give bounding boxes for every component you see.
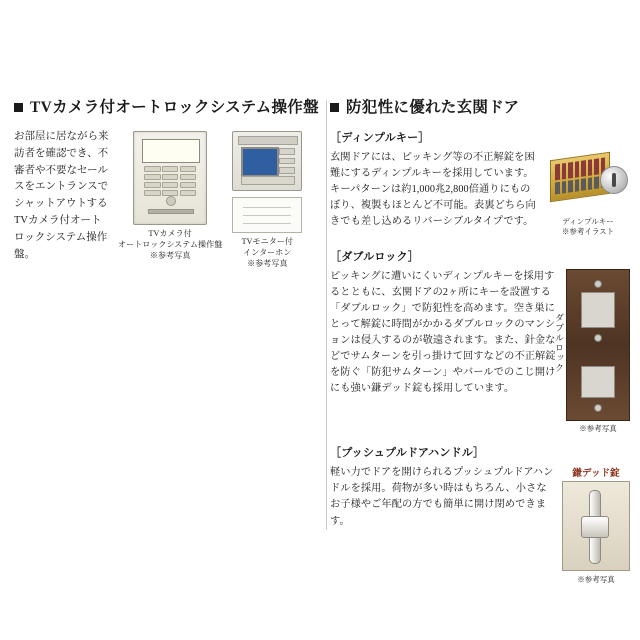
keyhole-icon [600,166,628,194]
panel-keypad [144,166,196,196]
dimple-key-flow [330,150,630,237]
block-title-double-lock: ［ダブルロック］ [330,250,419,263]
intercom-secondary-illustration [232,197,302,233]
dimple-key-illustration [546,150,630,214]
caption-note: ※参考写真 [247,258,288,268]
door-screw-middle [594,334,602,342]
push-pull-art [562,465,630,585]
block-title-push-pull-handle: ［プッシュプルドアハンドル］ [330,447,485,460]
door-illustration [566,269,630,421]
square-bullet-icon [330,103,339,112]
dimple-key-art [546,150,630,237]
panel-screen [142,139,200,163]
intercom-lower-panel [241,176,295,185]
auto-lock-panel-illustration [133,131,207,225]
panel-card-slot [148,209,194,214]
figure-tv-monitor-intercom [232,131,302,269]
block-double-lock [330,248,630,434]
left-paragraph: お部屋に居ながら来訪者を確認でき、不審者や不要なセールスをエントランスでシャットアウトするTVカメラ付オートロックシステム操作盤。 [14,131,109,260]
caption-note: ※参考写真 [149,250,191,260]
right-section-heading [330,95,630,117]
door-lock-plate-lower [581,366,615,398]
caption-main: TVモニター付 [241,237,294,246]
right-heading-text: 防犯性に優れた玄関ドア [346,99,520,116]
intercom-buttons [279,148,295,174]
art-caption-note: ※参考イラスト [561,226,615,236]
intercom-top-bar [238,136,298,145]
push-pull-flow [330,465,630,585]
right-column [318,95,640,585]
tv-monitor-intercom-illustration [232,131,302,191]
caption-main: TVカメラ付 [148,229,192,238]
double-lock-flow [330,269,630,434]
push-pull-caption-note: ※参考写真 [577,575,615,585]
double-lock-art [554,269,630,434]
caption-sub: インターホン [243,247,292,257]
figure-auto-lock-panel [118,131,222,269]
block-dimple-key [330,129,630,237]
panel-speaker-dot [166,196,176,206]
caption-sub: オートロックシステム操作盤 [118,239,223,249]
left-heading-text: TVカメラ付オートロックシステム操作盤 [30,99,319,116]
intercom-monitor-screen [241,147,279,177]
left-flow [14,129,310,269]
door-screw-top [594,280,602,288]
square-bullet-icon [14,103,23,112]
block-text-double-lock: ピッキングに遭いにくいディンプルキーを採用するとともに、玄関ドアの2ヶ所にキーを設置する「ダブルロック」で防犯性を高めます。空き巣にとって解錠に時間がかかるダブルロックのマンションは侵入するのが敬遠されます。また、針金などでサムターンを引っ掛けて回すなどの不正解錠を防ぐ「防犯サムターン」やバールでのこじ開けにも強い鎌デッド錠も採用しています。 [330,270,556,395]
double-lock-caption-note: ※参考写真 [579,423,617,433]
block-push-pull-handle [330,444,630,585]
handle-knob [581,516,609,538]
door-lock-plate-upper [581,292,615,328]
art-caption-main: ディンプルキー [562,217,614,226]
left-section-heading [14,95,319,117]
block-text-push-pull-handle: 軽い力でドアを開けられるプッシュプルドアハンドルを採用。荷物が多い時はもちろん、小さなお子様やご年配の方でも簡単に開け閉めできます。 [330,467,554,527]
block-title-dimple-key: ［ディンプルキー］ [330,132,430,144]
push-pull-handle-illustration [562,481,630,571]
dimple-key-caption [562,217,614,237]
left-column [0,95,318,545]
block-text-dimple-key: 玄関ドアには、ピッキング等の不正解錠を困難にするディンプルキーを採用しています。キーパターンは約1,000兆2,800倍通りにものぼり、複製もほとんど不可能。表裏どちら向きでも差し込めるリバーシブルタイプです。 [330,152,536,228]
door-screw-bottom [594,404,602,412]
kama-dead-lock-label: 鎌デッド錠 [572,469,620,480]
figure-caption-auto-lock [118,229,222,261]
left-figures [118,129,310,269]
double-lock-vertical-label: ダブルロック [554,312,564,373]
content-area [0,95,640,585]
figure-caption-intercom [232,237,302,269]
